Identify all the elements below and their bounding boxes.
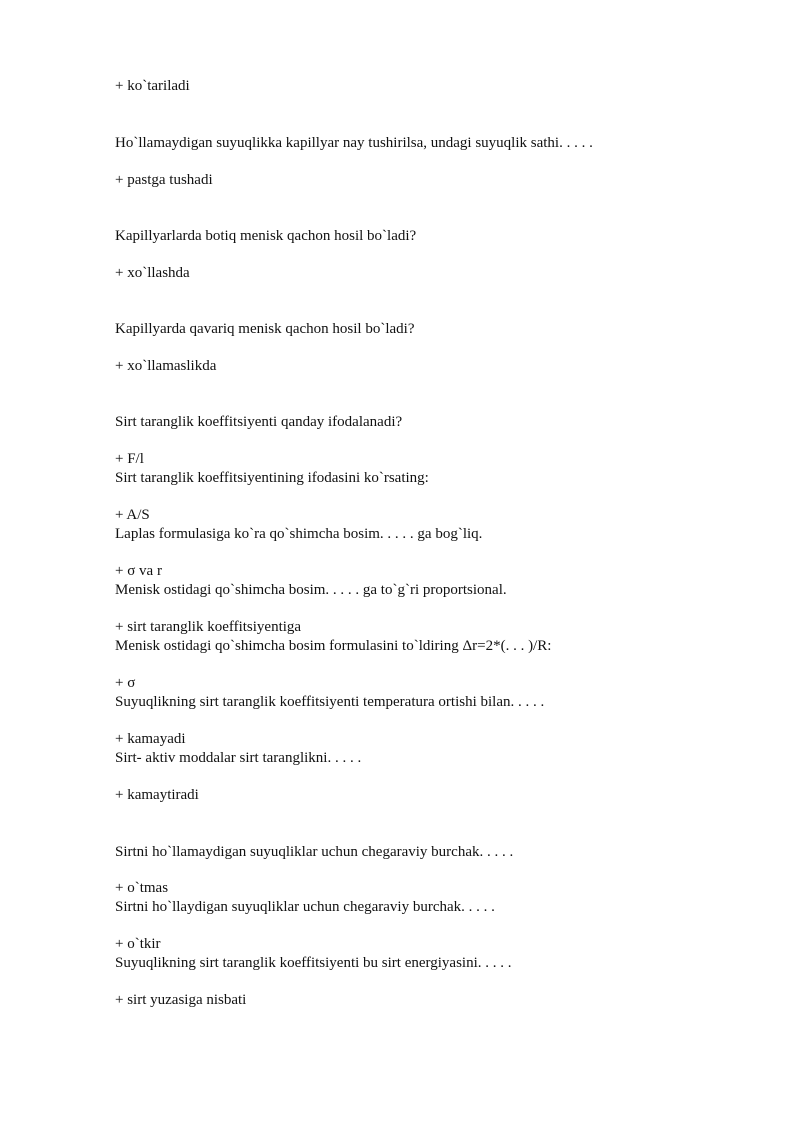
question-line: Suyuqlikning sirt taranglik koeffitsiyenti temperatura ortishi bilan. . . . .	[115, 694, 545, 710]
answer-line: + pastga tushadi	[115, 172, 213, 188]
answer-line: + o`tkir	[115, 936, 161, 952]
question-line: Laplas formulasiga ko`ra qo`shimcha bosim. . . . . ga bog`liq.	[115, 526, 483, 542]
answer-line: + xo`llamaslikda	[115, 358, 217, 374]
answer-line: + sirt yuzasiga nisbati	[115, 992, 247, 1008]
question-line: Sirtni ho`llamaydigan suyuqliklar uchun chegaraviy burchak. . . . .	[115, 844, 514, 860]
answer-line: + kamaytiradi	[115, 787, 199, 803]
question-line: Ho`llamaydigan suyuqlikka kapillyar nay tushirilsa, undagi suyuqlik sathi. . . . .	[115, 135, 593, 151]
question-line: Sirt taranglik koeffitsiyentining ifodasini ko`rsating:	[115, 470, 429, 486]
question-line: Menisk ostidagi qo`shimcha bosim formulasini to`ldiring Δr=2*(. . . )/R:	[115, 638, 552, 654]
answer-line: + σ va r	[115, 563, 162, 579]
answer-line: + sirt taranglik koeffitsiyentiga	[115, 619, 302, 635]
question-line: Kapillyarlarda botiq menisk qachon hosil bo`ladi?	[115, 228, 417, 244]
question-line: Suyuqlikning sirt taranglik koeffitsiyenti bu sirt energiyasini. . . . .	[115, 955, 512, 971]
question-line: Sirtni ho`llaydigan suyuqliklar uchun chegaraviy burchak. . . . .	[115, 899, 495, 915]
answer-line: + o`tmas	[115, 880, 169, 896]
answer-line: + ko`tariladi	[115, 78, 190, 94]
question-line: Sirt- aktiv moddalar sirt taranglikni. . . . .	[115, 750, 362, 766]
answer-line: + F/l	[115, 451, 144, 467]
question-line: Kapillyarda qavariq menisk qachon hosil bo`ladi?	[115, 321, 415, 337]
answer-line: + σ	[115, 675, 136, 691]
question-line: Menisk ostidagi qo`shimcha bosim. . . . . ga to`g`ri proportsional.	[115, 582, 507, 598]
answer-line: + A/S	[115, 507, 150, 523]
answer-line: + xo`llashda	[115, 265, 190, 281]
question-line: Sirt taranglik koeffitsiyenti qanday ifodalanadi?	[115, 414, 403, 430]
answer-line: + kamayadi	[115, 731, 186, 747]
